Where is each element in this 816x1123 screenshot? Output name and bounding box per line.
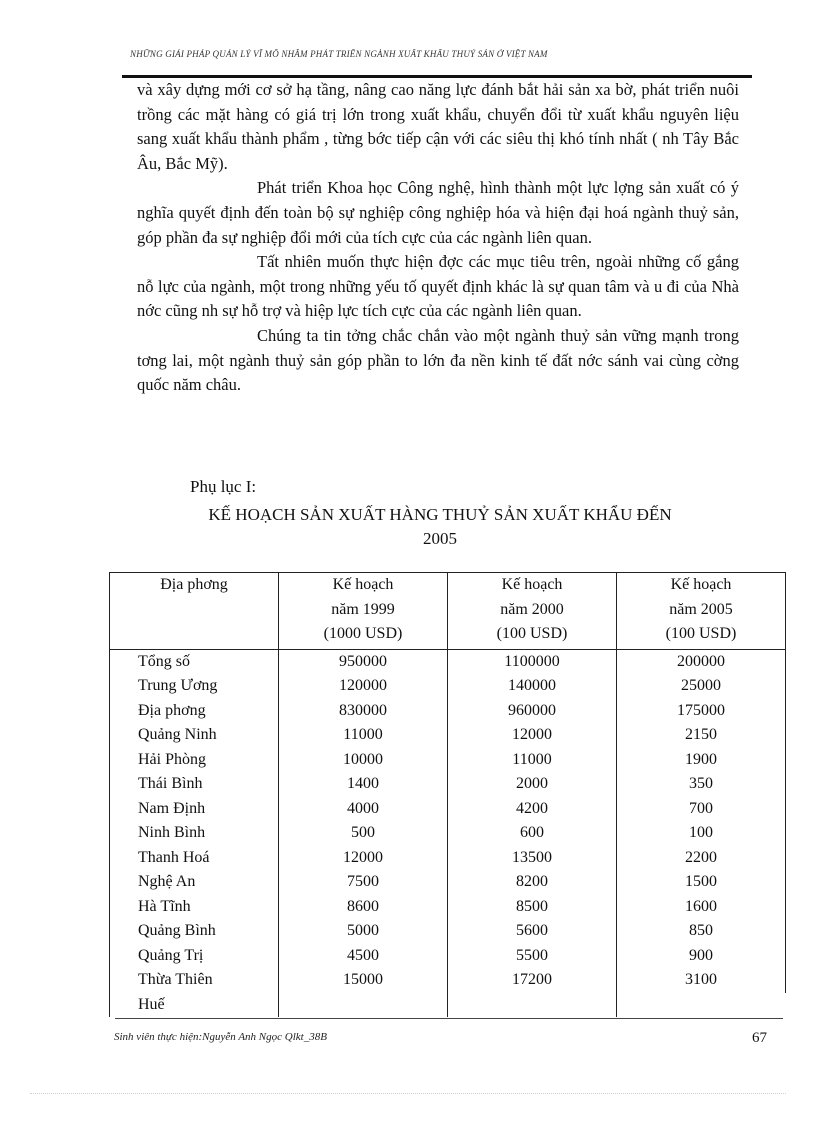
row-value-1999: 4500 [279, 944, 448, 969]
header-region-line3 [110, 622, 278, 647]
table-row [110, 723, 786, 748]
row-value-1999: 830000 [279, 699, 448, 724]
header-2000-line1: Kế hoạch [501, 576, 563, 593]
row-value-2000: 8200 [448, 870, 617, 895]
paragraph-4: Chúng ta tin tởng chắc chắn vào một ngành thuỷ sản vững mạnh trong tơng lai, một ngành thuỷ sản góp phần to lớn đa nền kinh tế đất nớc sánh vai cùng cờng quốc năm châu. [137, 325, 739, 395]
row-region-name: Quảng Trị [110, 944, 279, 969]
row-value-1999: 120000 [279, 674, 448, 699]
paragraph-2: Phát triển Khoa học Công nghệ, hình thành một lực lợng sản xuất có ý nghĩa quyết định đến toàn bộ sự nghiệp công nghiệp hóa và hiện đại hoá ngành thuỷ sản, góp phần đa sự nghiệp đổi mới của tích cực của các ngành liên quan. [137, 178, 739, 247]
header-2000-line3: (100 USD) [496, 625, 568, 642]
header-2005-line2: năm 2005 [669, 600, 733, 618]
table-body [110, 649, 786, 1017]
row-value-2000: 4200 [448, 797, 617, 822]
paragraph-1: và xây dựng mới cơ sở hạ tầng, nâng cao năng lực đánh bắt hải sản xa bờ, phát triển nuôi trồng các mặt hàng có giá trị lớn trong xuất khẩu, chuyển đổi từ xuất khẩu nguyên liệu sang xuất khẩu thành phẩm , từng bớc tiếp cận với các siêu thị khó tính nhất ( nh Tây Bắc Âu, Bắc Mỹ). [137, 80, 739, 173]
row-value-1999: 12000 [279, 846, 448, 871]
header-1999-line1: Kế hoạch [332, 576, 394, 593]
row-region-name: Địa phơng [110, 699, 279, 724]
table-row [110, 772, 786, 797]
header-plan-2005 [617, 573, 786, 650]
row-value-1999: 11000 [279, 723, 448, 748]
header-region-line2 [110, 598, 278, 623]
table-row [110, 870, 786, 895]
table-row-continuation [110, 993, 786, 1018]
row-value-2005: 3100 [617, 968, 786, 993]
row-value-1999: 10000 [279, 748, 448, 773]
table-header-row [110, 573, 786, 650]
body-text [137, 78, 739, 398]
table-title [180, 503, 700, 551]
row-region-name: Thừa Thiên [110, 968, 279, 993]
page-bottom-dotted-line [30, 1093, 786, 1094]
empty-cell [448, 993, 617, 1018]
row-value-1999: 500 [279, 821, 448, 846]
header-2005-line3: (100 USD) [665, 625, 737, 642]
row-region-name: Trung Ương [110, 674, 279, 699]
header-2005-line1: Kế hoạch [670, 576, 732, 593]
row-value-2000: 17200 [448, 968, 617, 993]
row-value-2000: 5600 [448, 919, 617, 944]
row-region-name: Ninh Bình [110, 821, 279, 846]
row-value-1999: 15000 [279, 968, 448, 993]
running-header: NHỮNG GIẢI PHÁP QUẢN LÝ VĨ MÔ NHẰM PHÁT TRIỂN NGÀNH XUẤT KHẨU THUỶ SẢN Ở VIỆT NAM [130, 49, 548, 59]
row-region-name: Quảng Ninh [110, 723, 279, 748]
row-value-1999: 5000 [279, 919, 448, 944]
row-value-2000: 600 [448, 821, 617, 846]
row-value-2005: 175000 [617, 699, 786, 724]
table-row [110, 968, 786, 993]
row-value-2000: 12000 [448, 723, 617, 748]
row-value-2005: 100 [617, 821, 786, 846]
row-value-1999: 7500 [279, 870, 448, 895]
table-row [110, 846, 786, 871]
row-value-2005: 25000 [617, 674, 786, 699]
row-value-2005: 700 [617, 797, 786, 822]
table-title-line-1: KẾ HOẠCH SẢN XUẤT HÀNG THUỶ SẢN XUẤT KHẨU ĐẾN [208, 505, 672, 524]
header-1999-line2: năm 1999 [331, 600, 395, 618]
row-region-name: Nghệ An [110, 870, 279, 895]
row-region-name: Thái Bình [110, 772, 279, 797]
table-row [110, 699, 786, 724]
header-plan-1999 [279, 573, 448, 650]
row-value-2000: 1100000 [448, 649, 617, 674]
row-value-2005: 850 [617, 919, 786, 944]
empty-cell [279, 993, 448, 1018]
empty-cell [617, 993, 786, 1018]
row-value-2005: 1600 [617, 895, 786, 920]
table-row [110, 919, 786, 944]
row-value-1999: 950000 [279, 649, 448, 674]
row-value-2005: 1500 [617, 870, 786, 895]
table-row [110, 748, 786, 773]
table-title-line-2: 2005 [423, 529, 457, 548]
row-value-2005: 200000 [617, 649, 786, 674]
footer-rule [115, 1018, 783, 1019]
page-number: 67 [752, 1030, 767, 1046]
table-row [110, 895, 786, 920]
header-region [110, 573, 279, 650]
header-2000-line2: năm 2000 [500, 600, 564, 618]
export-plan-table [109, 572, 786, 1017]
row-region-name: Tổng số [110, 649, 279, 674]
row-value-2005: 2200 [617, 846, 786, 871]
row-value-2000: 5500 [448, 944, 617, 969]
row-value-2000: 2000 [448, 772, 617, 797]
row-value-2000: 13500 [448, 846, 617, 871]
table-row [110, 797, 786, 822]
footer-author: Sinh viên thực hiện:Nguyễn Anh Ngọc Qlkt_38B [114, 1031, 327, 1043]
row-region-name: Thanh Hoá [110, 846, 279, 871]
row-value-1999: 1400 [279, 772, 448, 797]
row-region-name: Quảng Bình [110, 919, 279, 944]
row-value-2005: 350 [617, 772, 786, 797]
row-region-name: Nam Định [110, 797, 279, 822]
row-region-name: Hà Tĩnh [110, 895, 279, 920]
header-plan-2000 [448, 573, 617, 650]
row-name-continuation: Huế [110, 993, 279, 1018]
table-row [110, 674, 786, 699]
row-value-2005: 2150 [617, 723, 786, 748]
row-value-2000: 960000 [448, 699, 617, 724]
table-row [110, 649, 786, 674]
row-value-2005: 900 [617, 944, 786, 969]
row-region-name: Hải Phòng [110, 748, 279, 773]
header-region-label: Địa phơng [160, 576, 228, 593]
row-value-1999: 8600 [279, 895, 448, 920]
row-value-2000: 11000 [448, 748, 617, 773]
table-row [110, 944, 786, 969]
paragraph-3: Tất nhiên muốn thực hiện đợc các mục tiêu trên, ngoài những cố gắng nỗ lực của ngành, một trong những yếu tố quyết định khác là sự quan tâm và u đi của Nhà nớc cũng nh sự hỗ trợ và hiệp lực tích cực của các ngành liên quan. [137, 252, 739, 321]
header-1999-line3: (1000 USD) [323, 625, 403, 642]
table-row [110, 821, 786, 846]
row-value-1999: 4000 [279, 797, 448, 822]
row-value-2000: 140000 [448, 674, 617, 699]
appendix-label: Phụ lục I: [190, 477, 257, 496]
row-value-2000: 8500 [448, 895, 617, 920]
row-value-2005: 1900 [617, 748, 786, 773]
